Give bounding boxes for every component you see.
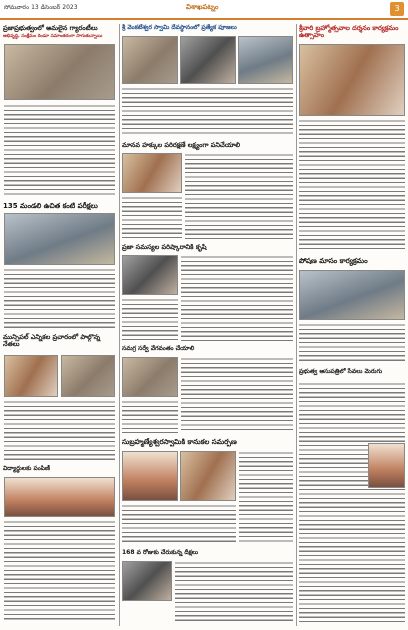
- article-gyarantees: [2, 24, 117, 199]
- article-photo: [180, 36, 236, 84]
- article-headline: పోషణ మాసం కార్యక్రమం: [299, 257, 368, 265]
- article-students: [2, 465, 117, 625]
- column-rule: [119, 24, 120, 626]
- article-photo: [122, 153, 182, 193]
- article-protest: [121, 549, 294, 626]
- article-photo: [368, 443, 405, 488]
- article-headline: శ్రీవారి బ్రహ్మోత్సవాల దర్శనం కార్యక్రమం ఉత్సాహం: [299, 24, 399, 40]
- article-subhead: అభివృద్ధి, సంక్షేమం రెండూ సమాంతరంగా సాగుతున్నాయి: [3, 34, 103, 40]
- article-hospital: [298, 368, 406, 626]
- article-photo: [122, 451, 178, 501]
- article-headline: మున్సిపల్ ఎన్నికల ప్రచారంలో పాల్గొన్న నేతలు: [3, 333, 101, 349]
- article-photo: [4, 477, 115, 517]
- article-body: [4, 520, 115, 622]
- article-photo: [4, 213, 115, 265]
- article-headline: సమగ్ర సర్వే వేగవంతం చేయాలి: [122, 345, 195, 352]
- edition-name: విశాఖపట్నం: [186, 3, 219, 11]
- article-body: [185, 153, 293, 239]
- article-body: [181, 255, 293, 341]
- article-headline: విద్యార్థులకు పంపిణీ: [3, 465, 50, 472]
- article-headline: శ్రీ వెంకటేశ్వర స్వామి దేవస్థానంలో ప్రత్యేక పూజలు: [122, 24, 237, 31]
- article-survey: [121, 345, 294, 435]
- article-photo: [122, 357, 178, 397]
- article-headline: ప్రభుత్వ ఆసుపత్రిలో సేవలు మెరుగు: [299, 368, 383, 375]
- article-photo: [238, 36, 293, 84]
- article-body: [122, 298, 178, 341]
- article-body: [299, 382, 405, 622]
- article-election: [2, 333, 117, 463]
- article-headline: ప్రజాప్రభుత్వంలో అమలైన గ్యారంటీలు: [3, 24, 98, 32]
- issue-date: సోమవారం 13 డిసెంబర్ 2023: [4, 4, 78, 11]
- article-body: [4, 400, 115, 460]
- article-photo: [299, 44, 405, 116]
- article-body: [4, 104, 115, 196]
- article-temple: [121, 24, 294, 139]
- article-body: [4, 268, 115, 328]
- article-public-issues: [121, 243, 294, 343]
- article-body: [122, 87, 293, 137]
- article-body: [299, 119, 405, 251]
- article-headline: 168 వ రోజుకు చేరుకున్న దీక్షలు: [122, 549, 199, 556]
- article-photo: [122, 36, 178, 84]
- article-photo: [180, 451, 236, 501]
- article-eye-camp: [2, 201, 117, 331]
- article-headline: ప్రజా సమస్యల పరిష్కారానికి కృషి: [122, 243, 207, 251]
- article-offerings: [121, 437, 294, 547]
- article-body: [122, 400, 178, 433]
- article-photo: [299, 270, 405, 320]
- column-rule: [296, 24, 297, 626]
- page-number: 3: [390, 2, 404, 16]
- article-brahmotsavam: [298, 24, 406, 254]
- article-body: [299, 323, 405, 364]
- article-nutrition: [298, 256, 406, 366]
- article-headline: మానవ హక్కుల పరిరక్షణే లక్ష్యంగా పనిచేయాలి: [122, 141, 241, 149]
- article-headline: 135 మండలి ఉచిత కంటి పరీక్షలు: [3, 202, 98, 210]
- masthead: [0, 0, 408, 20]
- article-photo: [122, 561, 172, 601]
- article-body: [175, 561, 293, 624]
- article-photo: [4, 44, 115, 100]
- article-headline: సుబ్రహ్మణ్యేశ్వరస్వామికి కానుకల సమర్పణ: [122, 438, 237, 446]
- article-photo: [122, 255, 178, 295]
- article-body: [122, 504, 236, 545]
- article-body: [122, 196, 182, 239]
- article-photo: [4, 355, 58, 397]
- article-body: [181, 357, 293, 433]
- article-photo: [61, 355, 115, 397]
- article-body: [239, 451, 293, 545]
- article-human-rights: [121, 141, 294, 241]
